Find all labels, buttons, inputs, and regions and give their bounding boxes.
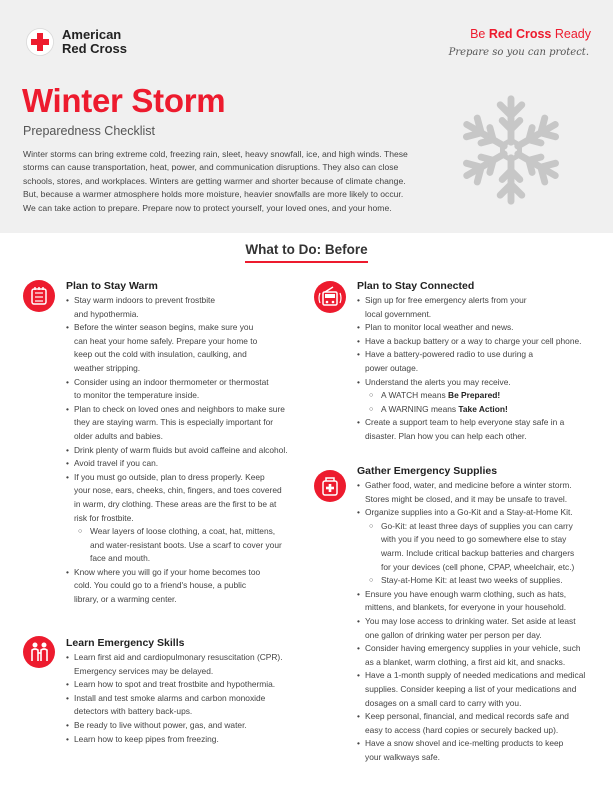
list-item: • If you must go outside, plan to dress properly. Keep your nose, ears, cheeks, chin, fingers, and toes covered in warm, dry clothing. These areas are the first to be at risk for frostbite.: [66, 471, 306, 525]
list-item: • Create a support team to help everyone stay safe in a disaster. Plan how you can help each other.: [357, 416, 602, 443]
people-icon: [23, 636, 55, 668]
list-item: • Have a snow shovel and ice-melting products to keep your walkways safe.: [357, 737, 607, 764]
list-item: • Consider having emergency supplies in your vehicle, such as a blanket, warm clothing, a first aid kit, and snacks.: [357, 642, 607, 669]
block-title: Plan to Stay Warm: [66, 280, 158, 292]
list-item: • Be ready to live without power, gas, and water.: [66, 719, 306, 733]
list-item: • You may lose access to drinking water. Set aside at least one gallon of drinking water per person per day.: [357, 615, 607, 642]
snowflake-icon: [452, 91, 570, 214]
list-subitem: ○ Wear layers of loose clothing, a coat, hat, mittens, and water-resistant boots. Use a scarf to cover your face and mouth.: [66, 525, 306, 566]
list-subitem: ○ Go-Kit: at least three days of supplies you can carry with you if you need to go somewhere else to stay warm. Include critical backup batteries and chargers for your devices (cell phone, CPAP, wheelchair, etc.): [357, 520, 607, 574]
list-item: • Consider using an indoor thermometer or thermostat to monitor the temperature inside.: [66, 376, 306, 403]
thermometer-icon: [23, 280, 55, 312]
list-item: • Keep personal, financial, and medical records safe and easy to access (hard copies or securely backed up).: [357, 710, 607, 737]
gather-emergency-supplies: [357, 465, 607, 764]
list-item: • Learn how to spot and treat frostbite and hypothermia.: [66, 678, 306, 692]
list-item: • Learn how to keep pipes from freezing.: [66, 733, 306, 747]
list-item: • Stay warm indoors to prevent frostbite and hypothermia.: [66, 294, 306, 321]
list-item: • Avoid travel if you can.: [66, 457, 306, 471]
red-cross-logo[interactable]: [26, 28, 127, 56]
list-item: • Ensure you have enough warm clothing, such as hats, mittens, and blankets, for everyone in your household.: [357, 588, 607, 615]
list-item: • Gather food, water, and medicine before a winter storm. Stores might be closed, and it may be unsafe to travel.: [357, 479, 607, 506]
list-item: • Understand the alerts you may receive.: [357, 376, 602, 390]
block-title: Learn Emergency Skills: [66, 637, 185, 649]
intro-paragraph: Winter storms can bring extreme cold, freezing rain, sleet, heavy snowfall, ice, and high winds. These storms can cause transportation, heat, power, and communication disruptions. They also can close schools, stores, and workplaces. Winters are getting warmer and shorter because of climate change. But, because a warmer atmosphere holds more moisture, heavier snowfalls are more likely to occur. We can take action to prepare. Prepare now to protect yourself, your loved ones, and your home.: [23, 149, 408, 213]
list-item: • Have a battery-powered radio to use during a power outage.: [357, 348, 602, 375]
red-cross-icon: [26, 28, 54, 56]
list-subitem: ○ A WARNING means Take Action!: [357, 403, 602, 417]
list-item: • Plan to monitor local weather and news.: [357, 321, 602, 335]
list-item: • Plan to check on loved ones and neighbors to make sure they are staying warm. This is especially important for older adults and babies.: [66, 403, 306, 444]
block-title: Gather Emergency Supplies: [357, 465, 498, 477]
list-item: • Install and test smoke alarms and carbon monoxide detectors with battery back-ups.: [66, 692, 306, 719]
list-item: • Organize supplies into a Go-Kit and a Stay-at-Home Kit.: [357, 506, 607, 520]
list-item: • Drink plenty of warm fluids but avoid caffeine and alcohol.: [66, 444, 306, 458]
list-subitem: ○ A WATCH means Be Prepared!: [357, 389, 602, 403]
list-item: • Have a backup battery or a way to charge your cell phone.: [357, 335, 602, 349]
be-ready-tagline: Be Red Cross Ready: [470, 27, 591, 41]
list-subitem: ○ Stay-at-Home Kit: at least two weeks of supplies.: [357, 574, 607, 588]
list-item: • Know where you will go if your home becomes too cold. You could go to a friend's house, a public library, or a warming center.: [66, 566, 306, 607]
go-kit-icon: [314, 470, 346, 502]
block-title: Plan to Stay Connected: [357, 280, 475, 292]
section-heading: What to Do: Before: [0, 242, 613, 263]
header-panel: [0, 0, 613, 233]
list-item: • Learn first aid and cardiopulmonary resuscitation (CPR). Emergency services may be delayed.: [66, 651, 306, 678]
learn-emergency-skills: [66, 637, 306, 746]
plan-to-stay-warm: [66, 280, 306, 607]
page-subtitle: Preparedness Checklist: [23, 124, 156, 138]
page-title: Winter Storm: [22, 82, 226, 119]
radio-icon: [314, 281, 346, 313]
brand-name: American Red Cross: [62, 27, 128, 56]
tagline-sub: Prepare so you can protect.: [448, 47, 589, 58]
plan-to-stay-connected: [357, 280, 602, 444]
list-item: • Before the winter season begins, make sure you can heat your home safely. Prepare your home to keep out the cold with insulation, caulking, and weather stripping.: [66, 321, 306, 375]
list-item: • Have a 1-month supply of needed medications and medical supplies. Consider keeping a list of your medications and dosages on a small card to carry with you.: [357, 669, 607, 710]
list-item: • Sign up for free emergency alerts from your local government.: [357, 294, 602, 321]
